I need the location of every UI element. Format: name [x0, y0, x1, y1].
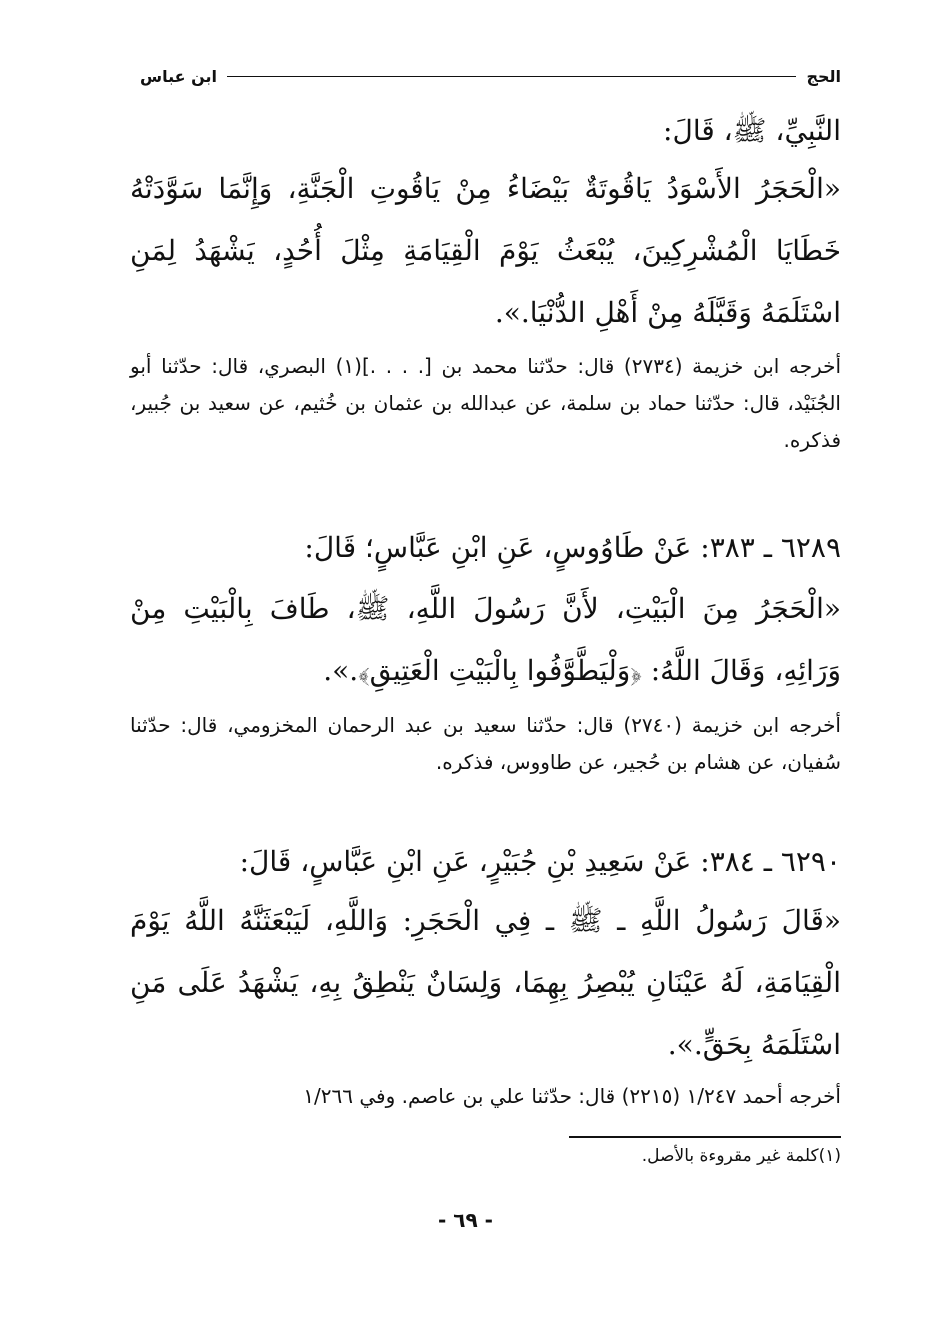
hadith-6288-takhrij: أخرجه ابن خزيمة (٢٧٣٤) قال: حدّثنا محمد بن [. . . .](١) البصري، قال: حدّثنا أبو الجُنَيْد، قال: حدّثنا حماد بن سلمة، عن عبدالله بن عثمان بن خُثيم، عن سعيد بن جُبير، فذكره. — [130, 354, 842, 452]
hadith-6290-text: «قَالَ رَسُولُ اللَّهِ ـ ﷺ ـ فِي الْحَجَرِ: وَاللَّهِ، لَيَبْعَثَنَّهُ اللَّهُ يَوْمَ الْقِيَامَةِ، لَهُ عَيْنَانِ يُبْصِرُ بِهِمَا، وَلِسَانٌ يَنْطِقُ بِهِ، يَشْهَدُ عَلَى مَنِ اسْتَلَمَهُ بِحَقٍّ.». — [130, 904, 842, 1061]
footnote: (١)كلمة غير مقروءة بالأصل. — [641, 1146, 841, 1166]
hadith-6290-heading: ٦٢٩٠ ـ ٣٨٤: عَنْ سَعِيدِ بْنِ جُبَيْرٍ، عَنِ ابْنِ عَبَّاسٍ، قَالَ: — [239, 845, 841, 878]
hadith-6288-text: «الْحَجَرُ الأَسْوَدُ يَاقُوتَةٌ بَيْضَاءُ مِنْ يَاقُوتِ الْجَنَّةِ، وَإِنَّمَا سَوَّدَتْهُ خَطَايَا الْمُشْرِكِينَ، يُبْعَثُ يَوْمَ الْقِيَامَةِ مِثْلَ أُحُدٍ، يَشْهَدُ لِمَنِ اسْتَلَمَهُ وَقَبَّلَهُ مِنْ أَهْلِ الدُّنْيَا.». — [130, 172, 841, 329]
hadith-6289-takhrij: أخرجه ابن خزيمة (٢٧٤٠) قال: حدّثنا سعيد بن عبد الرحمان المخزومي، قال: حدّثنا سُفيان، عن هشام بن حُجير، عن طاووس، فذكره. — [130, 713, 841, 774]
hadith-6289-heading: ٦٢٨٩ ـ ٣٨٣: عَنْ طَاوُوسٍ، عَنِ ابْنِ عَبَّاسٍ؛ قَالَ: — [304, 531, 841, 564]
hadith-6290-takhrij: أخرجه أحمد ١/٢٤٧ (٢٢١٥) قال: حدّثنا علي بن عاصم. وفي ١/٢٦٦ — [303, 1084, 841, 1108]
header-chapter: الحج — [806, 66, 841, 86]
footnote-rule — [569, 1136, 841, 1138]
header-rule — [227, 76, 796, 77]
hadith-6288-intro: النَّبِيِّ، ﷺ، قَالَ: — [663, 114, 841, 147]
page-number: - ٦٩ - — [438, 1208, 493, 1232]
hadith-6289-text: «الْحَجَرُ مِنَ الْبَيْتِ، لأَنَّ رَسُولَ اللَّهِ، ﷺ، طَافَ بِالْبَيْتِ مِنْ وَرَائِهِ، وَقَالَ اللَّهُ: ﴿وَلْيَطَّوَّفُوا بِالْبَيْتِ الْعَتِيقِ﴾.». — [130, 592, 841, 687]
running-header — [140, 62, 841, 90]
header-section: ابن عباس — [140, 66, 218, 86]
